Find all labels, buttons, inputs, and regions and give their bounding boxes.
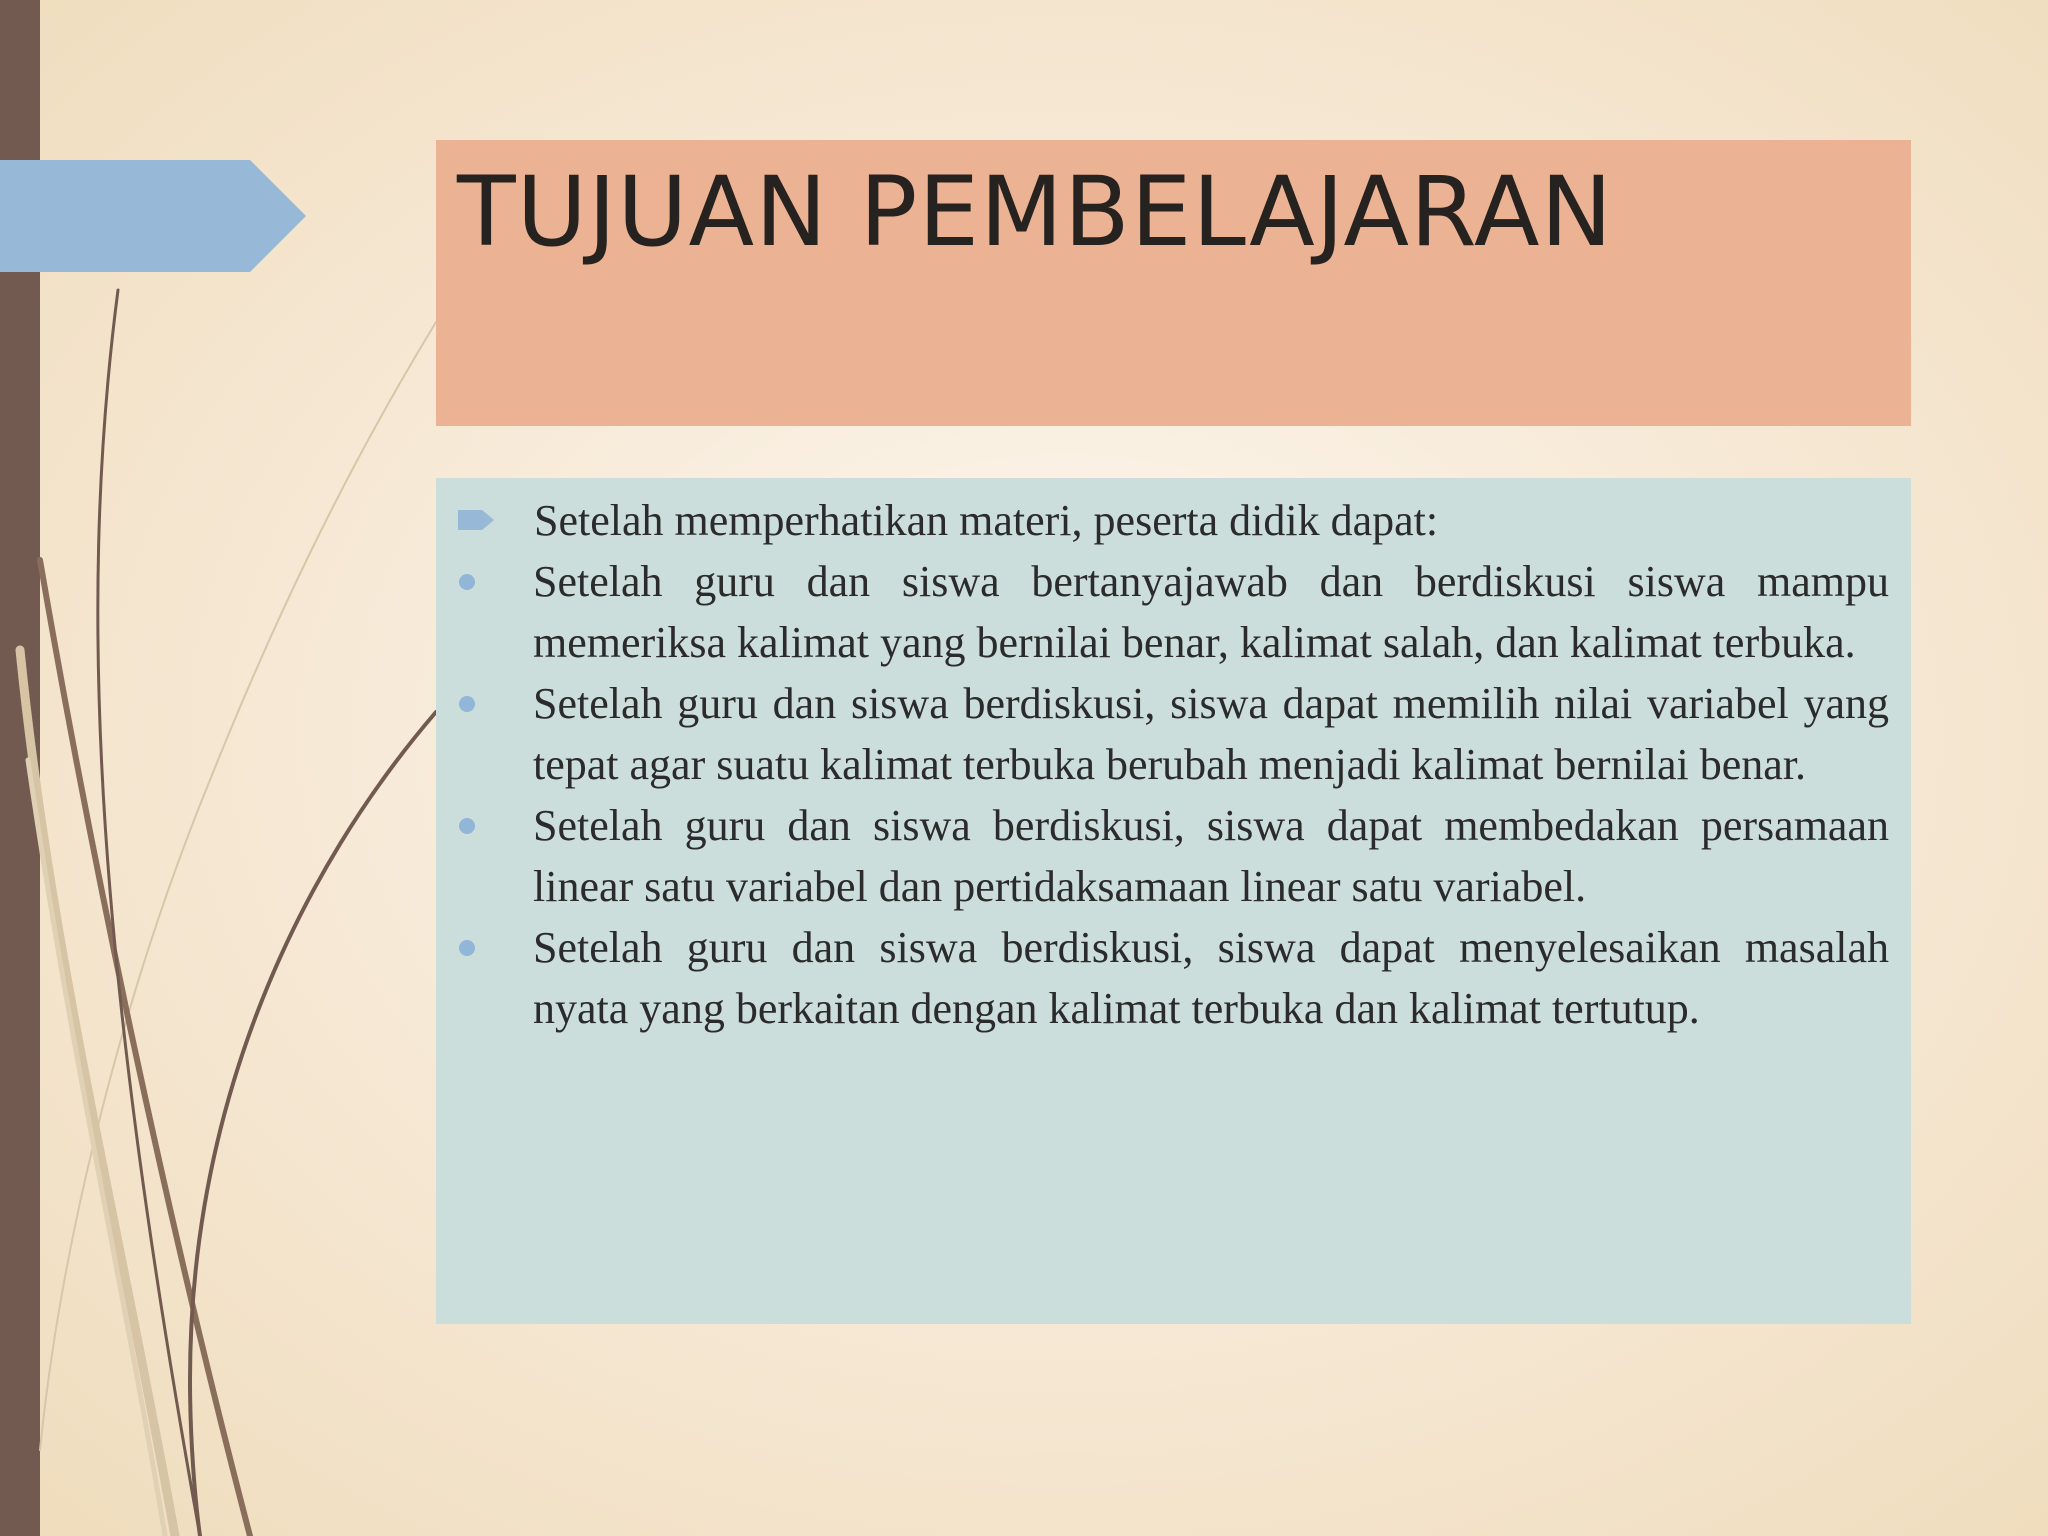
title-banner (436, 140, 1911, 426)
objective-text: Setelah guru dan siswa berdiskusi, siswa dapat menyelesaikan masalah nyata yang berkaitan dengan kalimat terbuka dan kalimat tertutup. (533, 923, 1889, 1033)
dot-icon (459, 940, 475, 956)
dot-icon (459, 818, 475, 834)
objectives-panel (436, 478, 1911, 1324)
dot-icon (459, 696, 475, 712)
objective-text: Setelah guru dan siswa bertanyajawab dan berdiskusi siswa mampu memeriksa kalimat yang bernilai benar, kalimat salah, dan kalimat terbuka. (533, 557, 1889, 667)
list-item (436, 795, 1889, 917)
arrow-right-icon (458, 508, 494, 532)
objective-text: Setelah guru dan siswa berdiskusi, siswa dapat membedakan persamaan linear satu variabel dan pertidaksamaan linear satu variabel. (533, 801, 1889, 911)
slide-title: TUJUAN PEMBELAJARAN (457, 156, 1614, 268)
objectives-list (436, 551, 1911, 1039)
pentagon-arrow-icon (0, 160, 306, 272)
intro-line (458, 490, 1888, 551)
dot-icon (459, 574, 475, 590)
list-item (436, 917, 1889, 1039)
list-item (436, 673, 1889, 795)
objective-text: Setelah guru dan siswa berdiskusi, siswa dapat memilih nilai variabel yang tepat agar suatu kalimat terbuka berubah menjadi kalimat bernilai benar. (533, 679, 1889, 789)
list-item (436, 551, 1889, 673)
intro-text: Setelah memperhatikan materi, peserta didik dapat: (534, 496, 1439, 545)
